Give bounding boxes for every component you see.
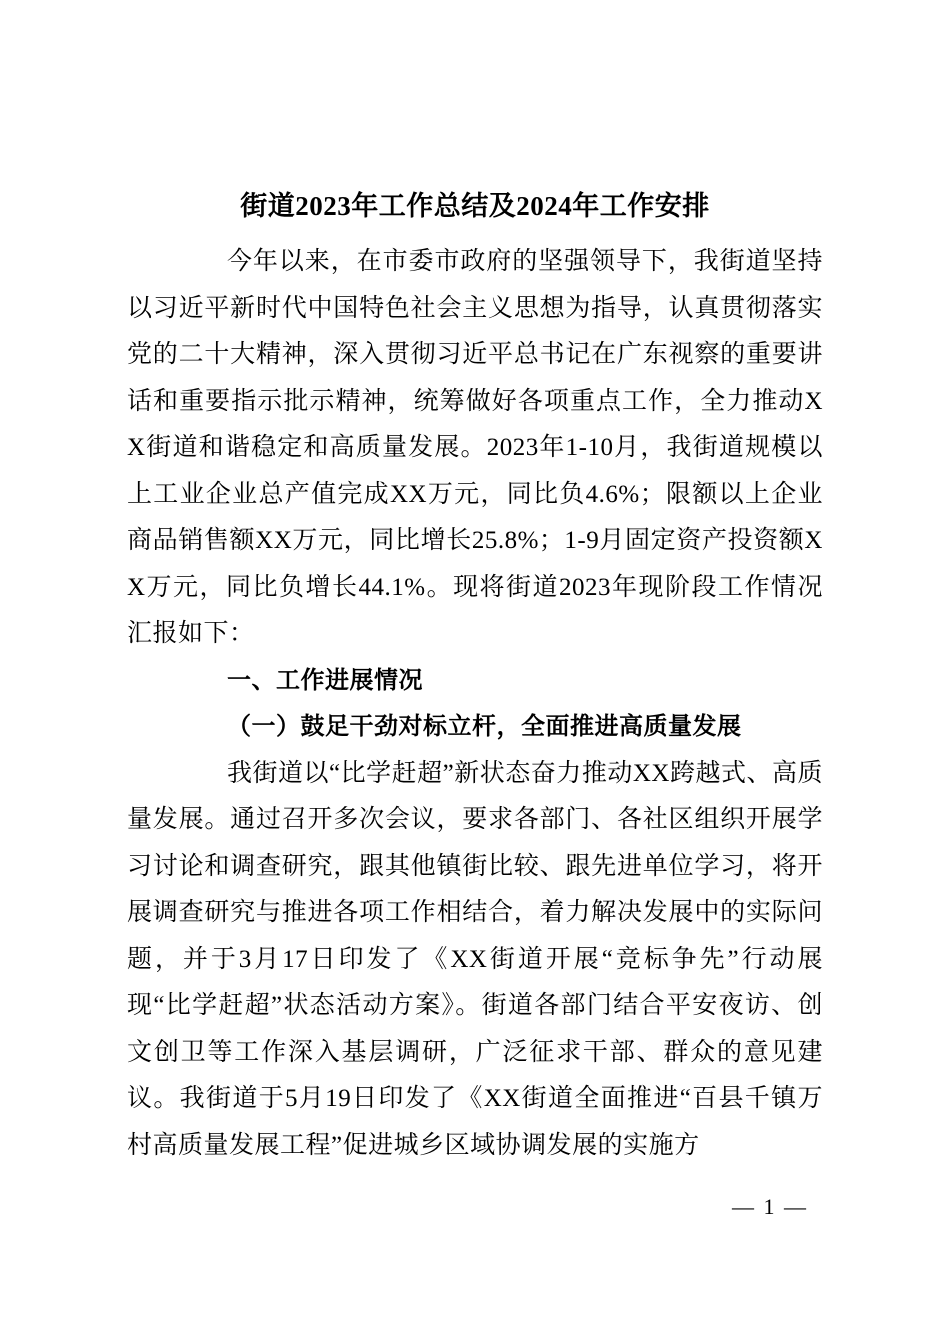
page-number: — 1 —: [732, 1194, 808, 1219]
section-1-heading: 一、工作进展情况: [227, 666, 423, 694]
document-content: [127, 183, 823, 1169]
section-1-subsection-1-heading: （一）鼓足干劲对标立杆，全面推进高质量发展: [227, 713, 742, 740]
intro-paragraph: 今年以来，在市委市政府的坚强领导下，我街道坚持以习近平新时代中国特色社会主义思想为指导，认真贯彻落实党的二十大精神，深入贯彻习近平总书记在广东视察的重要讲话和重要指示批示精神，统筹做好各项重点工作，全力推动XX街道和谐稳定和高质量发展。2023年1-10月，我街道规模以上工业企业总产值完成XX万元，同比负4.6%；限额以上企业商品销售额XX万元，同比增长25.8%；1-9月固定资产投资额XX万元，同比负增长44.1%。现将街道2023年现阶段工作情况汇报如下：: [127, 248, 823, 647]
document-title: 街道2023年工作总结及2024年工作安排: [240, 191, 710, 221]
section-1-subsection-1-paragraph: 我街道以“比学赶超”新状态奋力推动XX跨越式、高质量发展。通过召开多次会议，要求各部门、各社区组织开展学习讨论和调查研究，跟其他镇街比较、跟先进单位学习，将开展调查研究与推进各项工作相结合，着力解决发展中的实际问题，并于3月17日印发了《XX街道开展“竞标争先”行动展现“比学赶超”状态活动方案》。街道各部门结合平安夜访、创文创卫等工作深入基层调研，广泛征求干部、群众的意见建议。我街道于5月19日印发了《XX街道全面推进“百县千镇万村高质量发展工程”促进城乡区域协调发展的实施方: [127, 759, 823, 1159]
